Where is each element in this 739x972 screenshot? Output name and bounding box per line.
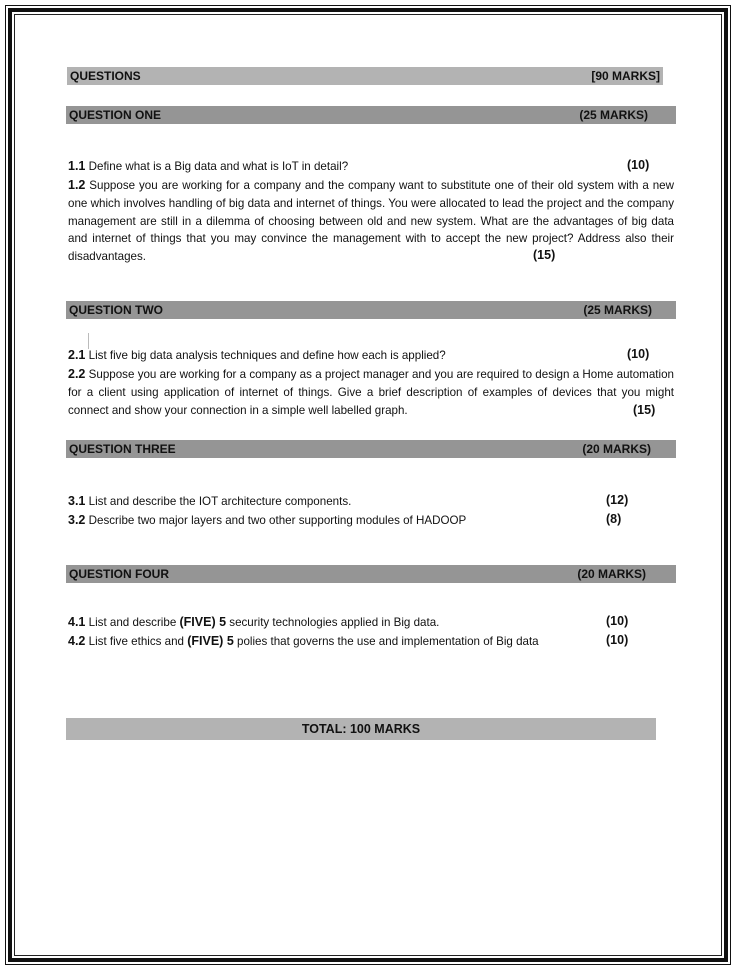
- question-4-2: [68, 633, 674, 651]
- section-header-four: [66, 565, 676, 583]
- question-marks: (10): [606, 633, 629, 647]
- section-header-one: [66, 106, 676, 124]
- question-marks: (10): [627, 158, 650, 172]
- section-title: QUESTION ONE: [69, 108, 162, 122]
- question-emphasis: (FIVE) 5: [187, 634, 234, 648]
- question-4-1: [68, 614, 674, 632]
- questions-total-marks: [90 MARKS]: [591, 69, 660, 83]
- total-marks-bar: [66, 718, 656, 740]
- question-1-1: [68, 158, 674, 176]
- question-text: Suppose you are working for a company as a project manager and you are required to design a Home automation for a client using application of internet of things. Give a brief description of examples of devices that you might connect and show your connection in a simple well labelled graph.: [68, 368, 674, 417]
- total-marks-label: TOTAL: 100 MARKS: [301, 722, 421, 736]
- section-header-three: [66, 440, 676, 458]
- question-3-2: [68, 512, 674, 530]
- question-3-1: [68, 493, 674, 511]
- question-text: List five big data analysis techniques and define how each is applied?: [88, 349, 446, 362]
- question-2-2: [68, 366, 674, 419]
- question-number: 4.1: [68, 615, 86, 629]
- question-marks: (15): [533, 248, 556, 262]
- question-text: List five ethics and: [88, 635, 188, 648]
- section-title: QUESTION THREE: [69, 442, 176, 456]
- question-text: security technologies applied in Big data.: [226, 616, 440, 629]
- question-text: polies that governs the use and implementation of Big data: [233, 635, 539, 648]
- question-number: 3.2: [68, 513, 86, 527]
- question-marks: (12): [606, 493, 629, 507]
- question-number: 1.1: [68, 159, 86, 173]
- question-text: Define what is a Big data and what is IoT in detail?: [88, 160, 349, 173]
- question-number: 2.2: [68, 367, 86, 381]
- question-marks: (15): [633, 403, 656, 417]
- question-emphasis: (FIVE) 5: [179, 615, 227, 629]
- questions-title: QUESTIONS: [70, 69, 141, 83]
- section-header-two: [66, 301, 676, 319]
- question-1-2: [68, 177, 674, 266]
- question-number: 1.2: [68, 178, 86, 192]
- question-marks: (8): [606, 512, 622, 526]
- section-marks: (25 MARKS): [579, 108, 648, 122]
- questions-header-bar: [67, 67, 663, 85]
- section-title: QUESTION TWO: [69, 303, 163, 317]
- section-marks: (25 MARKS): [583, 303, 652, 317]
- question-text: Suppose you are working for a company and the company want to substitute one of their old system with a new one which involves handling of big data and internet of things. You were allocated to lead the project and the company management are still in a dilemma of choosing between old and new system. What are the advantages of big data and internet of things that you may convince the management with to accept the new project? Address also their disadvantages.: [68, 179, 674, 264]
- question-number: 4.2: [68, 634, 86, 648]
- question-marks: (10): [606, 614, 629, 628]
- question-text: List and describe the IOT architecture components.: [88, 495, 352, 508]
- question-number: 3.1: [68, 494, 86, 508]
- question-text: List and describe: [88, 616, 180, 629]
- page-border-inner: [14, 14, 722, 956]
- section-title: QUESTION FOUR: [69, 567, 170, 581]
- question-2-1: [68, 347, 674, 365]
- question-marks: (10): [627, 347, 650, 361]
- section-marks: (20 MARKS): [582, 442, 651, 456]
- question-text: Describe two major layers and two other supporting modules of HADOOP: [88, 514, 467, 527]
- question-number: 2.1: [68, 348, 86, 362]
- section-marks: (20 MARKS): [577, 567, 646, 581]
